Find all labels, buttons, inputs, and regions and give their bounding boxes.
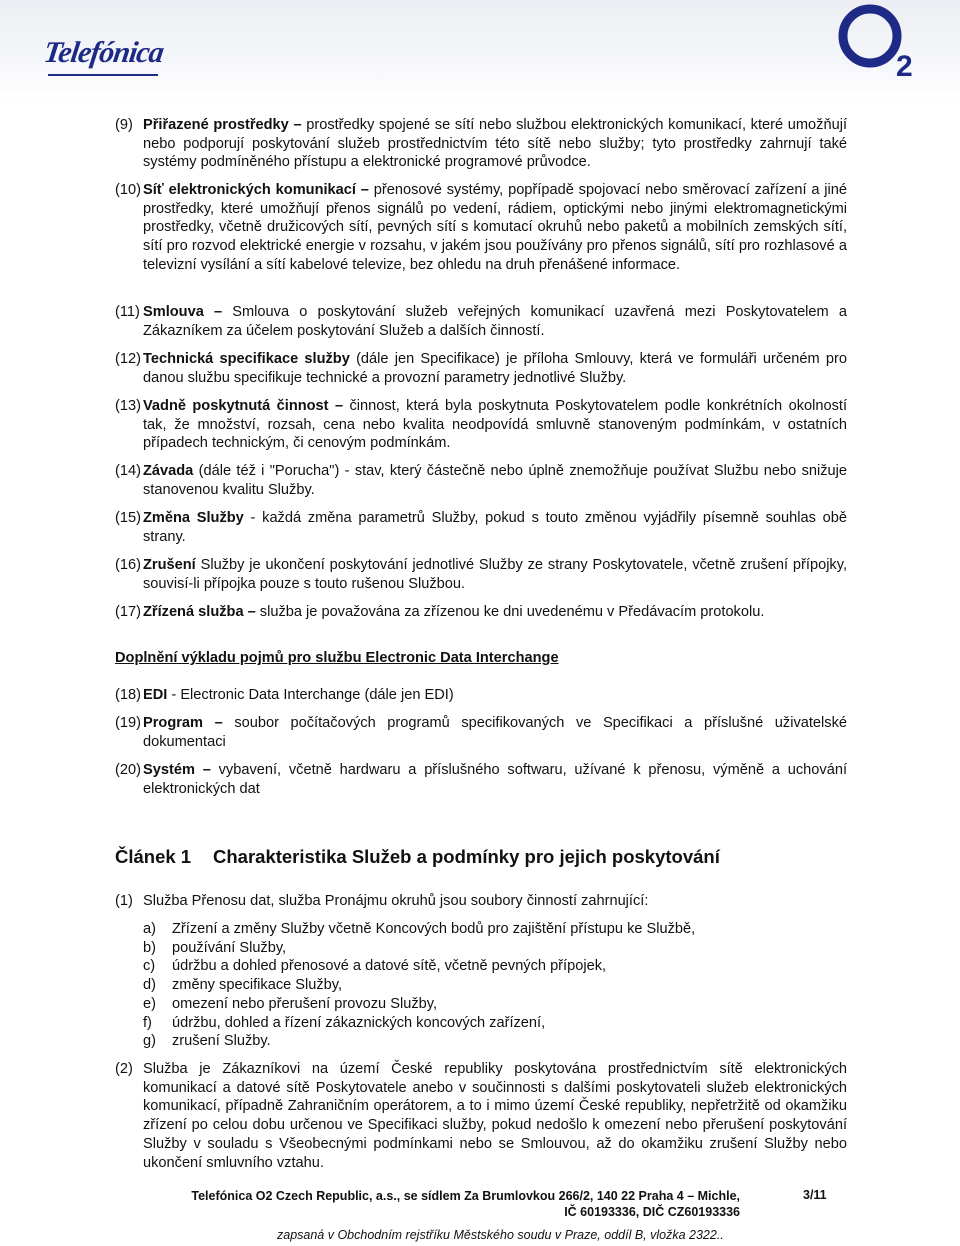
item-number: (14)	[115, 463, 141, 479]
item-number: (2)	[115, 1061, 133, 1077]
list-letter: a)	[143, 921, 156, 937]
definition-item-18	[115, 686, 847, 705]
item-term: EDI	[143, 687, 168, 703]
item-text: (dále též i "Porucha") - stav, který částečně nebo úplně znemožňuje používat Službu nebo snižuje stanovenou kvalitu Služby.	[143, 463, 847, 498]
item-term: Závada	[143, 463, 194, 479]
item-dash: -	[167, 687, 181, 703]
list-item	[143, 995, 695, 1014]
item-number: (15)	[115, 510, 141, 526]
item-dash: –	[203, 715, 235, 731]
item-text: Smlouva o poskytování služeb veřejných komunikací uzavřená mezi Poskytovatelem a Zákazníkem za účelem poskytování Služeb a dalších činností.	[143, 304, 847, 339]
list-letter: e)	[143, 995, 156, 1012]
definition-item-12	[115, 350, 847, 387]
item-term: Systém	[143, 762, 195, 778]
item-number: (17)	[115, 604, 141, 620]
item-number: (18)	[115, 687, 141, 703]
item-text: prostředky spojené se sítí nebo službou elektronických komunikací, které umožňují nebo podporují poskytování služeb prostřednictvím této sítě nebo služby; tyto prostředky zahrnují také systémy podmíněného přístupu a elektronické programové průvodce.	[143, 117, 847, 171]
list-letter: d)	[143, 977, 156, 994]
page-header	[0, 0, 960, 100]
footer-registration: zapsaná v Obchodním rejstříku Městského soudu v Praze, oddíl B, vložka 2322..	[277, 1228, 724, 1242]
item-number: (20)	[115, 762, 141, 778]
item-text: Služby je ukončení poskytování jednotlivé Služby ze strany Poskytovatele, včetně zrušení přípojky, souvisí-li přípojka pouze s touto rušenou Službou.	[143, 557, 847, 592]
item-number: (10)	[115, 182, 141, 198]
item-text: přenosové systémy, popřípadě spojovací nebo směrovací zařízení a jiné prostředky, které umožňují přenos signálů po vedení, rádiem, optickými nebo jinými elektromagnetickými prostředky, včetně družicových sítí, pevných sítí s komutací okruhů nebo paketů a mobilních zemských sítí, sítí pro rozvod elektrické energie v rozsahu, v jakém jsou používány pro přenos signálů, sítí pro rozhlasové a televizní vysílání a sítí kabelové televize, bez ohledu na druh přenášené informace.	[143, 182, 848, 273]
list-letter: b)	[143, 939, 156, 956]
definition-item-9	[115, 116, 847, 172]
item-number: (12)	[115, 351, 141, 367]
list-item	[143, 1032, 695, 1051]
item-text: Electronic Data Interchange (dále jen EDI)	[180, 687, 454, 703]
item-term: Přiřazené prostředky	[143, 117, 289, 133]
item-number: (9)	[115, 117, 133, 133]
item-term: Vadně poskytnutá činnost	[143, 398, 329, 414]
list-text: omezení nebo přerušení provozu Služby,	[172, 995, 438, 1012]
article-title: Charakteristika Služeb a podmínky pro jejich poskytování	[213, 846, 720, 867]
article-item-2	[115, 1060, 847, 1172]
item-text: služba je považována za zřízenou ke dni uvedenému v Předávacím protokolu.	[259, 604, 765, 620]
article-item-1	[115, 892, 847, 911]
svg-text:2: 2	[896, 50, 913, 82]
list-text: změny specifikace Služby,	[172, 977, 343, 994]
list-text: údržbu a dohled přenosové a datové sítě, včetně pevných přípojek,	[172, 958, 607, 975]
item-dash: –	[194, 762, 219, 778]
definition-item-17	[115, 603, 847, 622]
item-dash: –	[328, 398, 350, 414]
definition-item-13	[115, 397, 847, 453]
item-term: Zrušení	[143, 557, 196, 573]
item-dash: –	[355, 182, 374, 198]
item-text: činnost, která byla poskytnuta Poskytovatelem podle konkrétních okolností tak, že množství, rozsah, cena nebo kvalita neodpovídá smluvně stanoveným podmínkám, v ostatních případech technickým, či cenovým podmínkám.	[143, 398, 847, 452]
article-number: Článek 1	[115, 846, 192, 867]
item-dash: -	[243, 510, 263, 526]
list-item	[143, 957, 695, 976]
list-text: Zřízení a změny Služby včetně Koncových bodů pro zajištění přístupu ke Službě,	[172, 921, 696, 937]
list-item	[143, 1014, 695, 1033]
footer-company-ids: IČ 60193336, DIČ CZ60193336	[564, 1205, 740, 1219]
list-letter: g)	[143, 1033, 156, 1050]
definition-item-11	[115, 303, 847, 340]
list-item	[143, 976, 695, 995]
list-text: používání Služby,	[172, 939, 287, 956]
list-text: údržbu, dohled a řízení zákaznických koncových zařízení,	[172, 1014, 546, 1031]
list-text: zrušení Služby.	[172, 1033, 271, 1050]
item-term: Zřízená služba	[143, 604, 244, 620]
item-text: Služba Přenosu dat, služba Pronájmu okruhů jsou soubory činností zahrnující:	[143, 893, 649, 909]
item-term: Technická specifikace služby	[143, 351, 350, 367]
item-text: soubor počítačových programů specifikovaných ve Specifikaci a příslušné uživatelské dokumentaci	[143, 715, 847, 750]
item-term: Změna Služby	[143, 510, 244, 526]
item-term: Program	[143, 715, 204, 731]
definition-item-20	[115, 761, 847, 798]
item-text: (dále jen Specifikace) je příloha Smlouvy, která ve formuláři určeném pro danou službu specifikuje technické a provozní parametry jednotlivé Služby.	[143, 351, 847, 386]
list-letter: c)	[143, 958, 156, 975]
definition-item-14	[115, 462, 847, 499]
list-item	[143, 939, 695, 958]
item-term: Síť elektronických komunikací	[143, 182, 356, 198]
footer-company	[170, 1188, 740, 1220]
item-number: (1)	[115, 893, 133, 909]
item-number: (13)	[115, 398, 141, 414]
item-text: Služba je Zákazníkovi na území České republiky poskytována prostřednictvím sítě elektronických komunikací a datové sítě Poskytovatele anebo v součinnosti s dalšími poskytovateli služeb elektronických komunikací, případně Zahraničním operátorem, a to i mimo území České republiky, nepřetržitě od okamžiku zřízení po celou dobu určenou ve Specifikaci služby, pokud nedošlo k omezení nebo přerušení poskytování Služby v souladu s Všeobecnými podmínkami nebo se Smlouvou, až do okamžiku zrušení Služby nebo ukončení smluvního vztahu.	[143, 1061, 847, 1171]
item-dash: –	[243, 604, 260, 620]
telefonica-logo-text: Telefónica	[41, 36, 166, 69]
item-term: Smlouva	[143, 304, 204, 320]
item-number: (19)	[115, 715, 141, 731]
list-letter: f)	[143, 1014, 152, 1031]
activity-list	[143, 920, 695, 1051]
item-number: (16)	[115, 557, 141, 573]
o2-logo	[836, 0, 924, 82]
definition-item-15	[115, 509, 847, 546]
definition-item-16	[115, 556, 847, 593]
item-dash: –	[288, 117, 307, 133]
item-text: vybavení, včetně hardwaru a příslušného softwaru, užívané k přenosu, výměně a uchování elektronických dat	[143, 762, 848, 797]
item-text: každá změna parametrů Služby, pokud s touto změnou vyjádřily písemně souhlas obě strany.	[143, 510, 847, 545]
footer-company-line: Telefónica O2 Czech Republic, a.s., se sídlem Za Brumlovkou 266/2, 140 22 Praha 4 – Michle,	[191, 1189, 740, 1203]
list-item	[143, 920, 695, 939]
item-dash: –	[203, 304, 233, 320]
definition-item-10	[115, 181, 847, 275]
telefonica-logo-underline	[48, 74, 158, 76]
page-number: 3/11	[803, 1188, 827, 1202]
telefonica-logo	[41, 36, 166, 70]
definition-item-19	[115, 714, 847, 751]
item-number: (11)	[115, 304, 140, 320]
article-heading	[115, 846, 720, 868]
edi-section-heading: Doplnění výkladu pojmů pro službu Electronic Data Interchange	[115, 650, 559, 666]
